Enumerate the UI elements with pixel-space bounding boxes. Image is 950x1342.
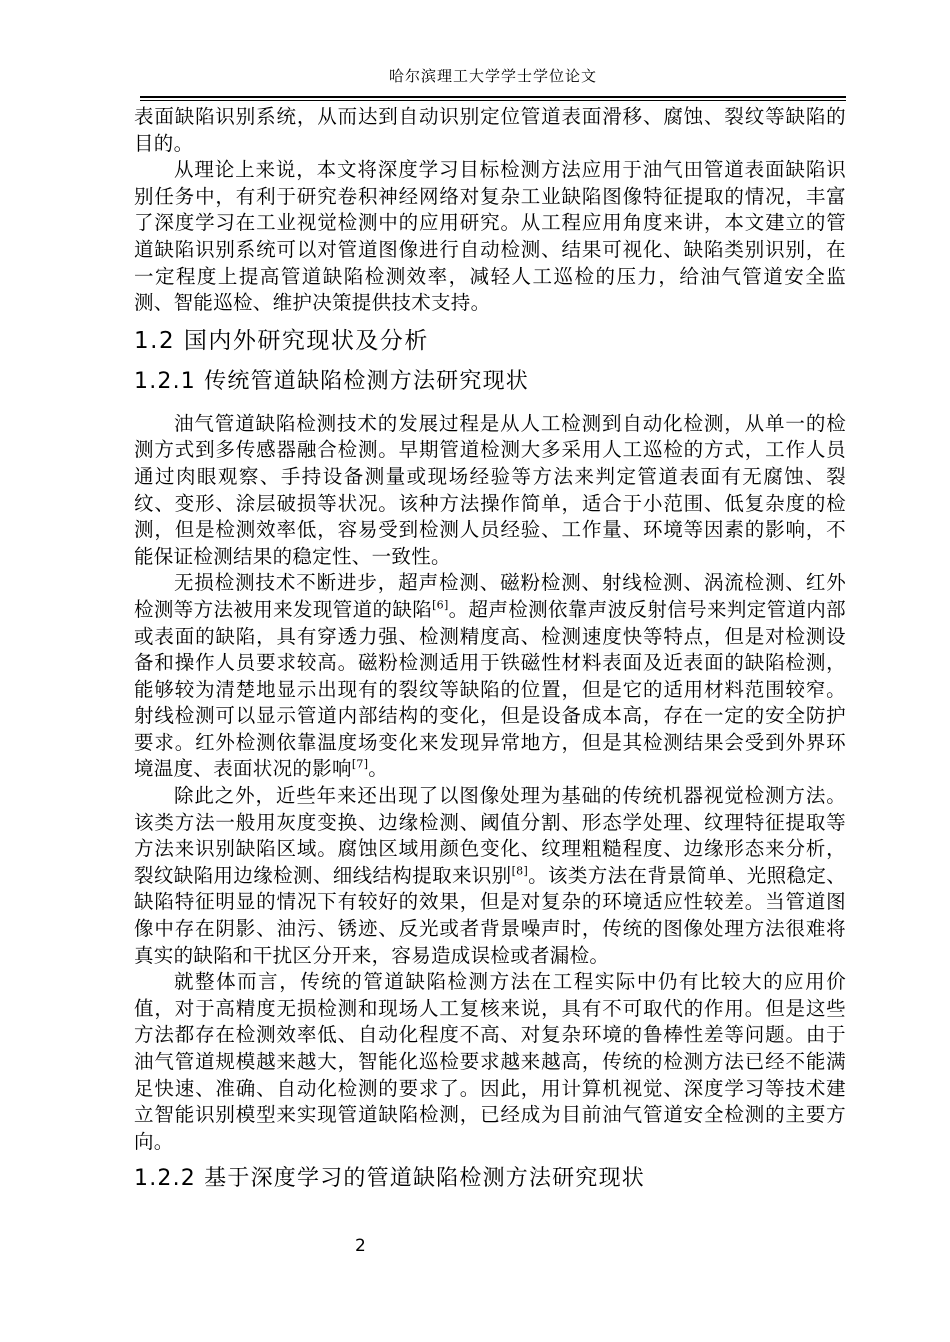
subsection-heading-1-2-2: 1.2.2 基于深度学习的管道缺陷检测方法研究现状 [134, 1166, 645, 1192]
page-body [134, 104, 846, 1194]
ndt-text-part3: 。 [368, 757, 389, 781]
paragraph-summary: 就整体而言，传统的管道缺陷检测方法在工程实际中仍有比较大的应用价值，对于高精度无损检测和现场人工复核来说，具有不可取代的作用。但是这些方法都存在检测效率低、自动化程度不高、对复杂环境的鲁棒性差等问题。由于油气管道规模越来越大，智能化巡检要求越来越高，传统的检测方法已经不能满足快速、准确、自动化检测的要求了。因此，用计算机视觉、深度学习等技术建立智能识别模型来实现管道缺陷检测，已经成为目前油气管道安全检测的主要方向。 [134, 970, 846, 1153]
running-header: 哈尔滨理工大学学士学位论文 [388, 67, 597, 85]
subsection-heading-1-2-1: 1.2.1 传统管道缺陷检测方法研究现状 [134, 368, 529, 394]
section-heading-1-2: 1.2 国内外研究现状及分析 [134, 327, 429, 354]
paragraph-manual-inspection: 油气管道缺陷检测技术的发展过程是从人工检测到自动化检测，从单一的检测方式到多传感器融合检测。早期管道检测大多采用人工巡检的方式，工作人员通过肉眼观察、手持设备测量或现场经验等方法来判定管道表面有无腐蚀、裂纹、变形、涂层破损等状况。该种方法操作简单，适合于小范围、低复杂度的检测，但是检测效率低，容易受到检测人员经验、工作量、环境等因素的影响，不能保证检测结果的稳定性、一致性。 [134, 411, 846, 568]
ndt-text-part1: 无损检测技术不断进步，超声检测、磁粉检测、射线检测、涡流检测、红外检测等方法被用来发现管道的缺陷 [134, 571, 846, 621]
vision-text-part2: 。该类方法在背景简单、光照稳定、缺陷特征明显的情况下有较好的效果，但是对复杂的环境适应性较差。当管道图像中存在阴影、油污、锈迹、反光或者背景噪声时，传统的图像处理方法很难将真实的缺陷和干扰区分开来，容易造成误检或者漏检。 [134, 863, 846, 967]
paragraph-ndt-methods [134, 570, 846, 783]
header-rule-thin [140, 100, 846, 101]
citation-8: [8] [511, 864, 529, 878]
header-rule-thick [140, 96, 846, 98]
page-number: 2 [355, 1236, 366, 1256]
paragraph-machine-vision [134, 783, 846, 969]
paragraph-significance: 从理论上来说，本文将深度学习目标检测方法应用于油气田管道表面缺陷识别任务中，有利于研究卷积神经网络对复杂工业缺陷图像特征提取的情况，丰富了深度学习在工业视觉检测中的应用研究。从工程应用角度来讲，本文建立的管道缺陷识别系统可以对管道图像进行自动检测、结果可视化、缺陷类别识别，在一定程度上提高管道缺陷检测效率，减轻人工巡检的压力，给油气管道安全监测、智能巡检、维护决策提供技术支持。 [134, 158, 846, 315]
citation-6: [6] [432, 598, 449, 612]
citation-7: [7] [351, 757, 369, 771]
paragraph-continued: 表面缺陷识别系统，从而达到自动识别定位管道表面滑移、腐蚀、裂纹等缺陷的目的。 [134, 105, 846, 155]
ndt-text-part2: 。超声检测依靠声波反射信号来判定管道内部或表面的缺陷，具有穿透力强、检测精度高、检测速度快等特点，但是对检测设备和操作人员要求较高。磁粉检测适用于铁磁性材料表面及近表面的缺陷检测，能够较为清楚地显示出现有的裂纹等缺陷的位置，但是它的适用材料范围较窄。射线检测可以显示管道内部结构的变化，但是设备成本高，存在一定的安全防护要求。红外检测依靠温度场变化来发现异常地方，但是其检测结果会受到外界环境温度、表面状况的影响 [134, 597, 846, 781]
vision-text-part1: 除此之外，近些年来还出现了以图像处理为基础的传统机器视觉检测方法。该类方法一般用灰度变换、边缘检测、阈值分割、形态学处理、纹理特征提取等方法来识别缺陷区域。腐蚀区域用颜色变化、纹理粗糙程度、边缘形态来分析，裂纹缺陷用边缘检测、细线结构提取来识别 [134, 784, 846, 887]
